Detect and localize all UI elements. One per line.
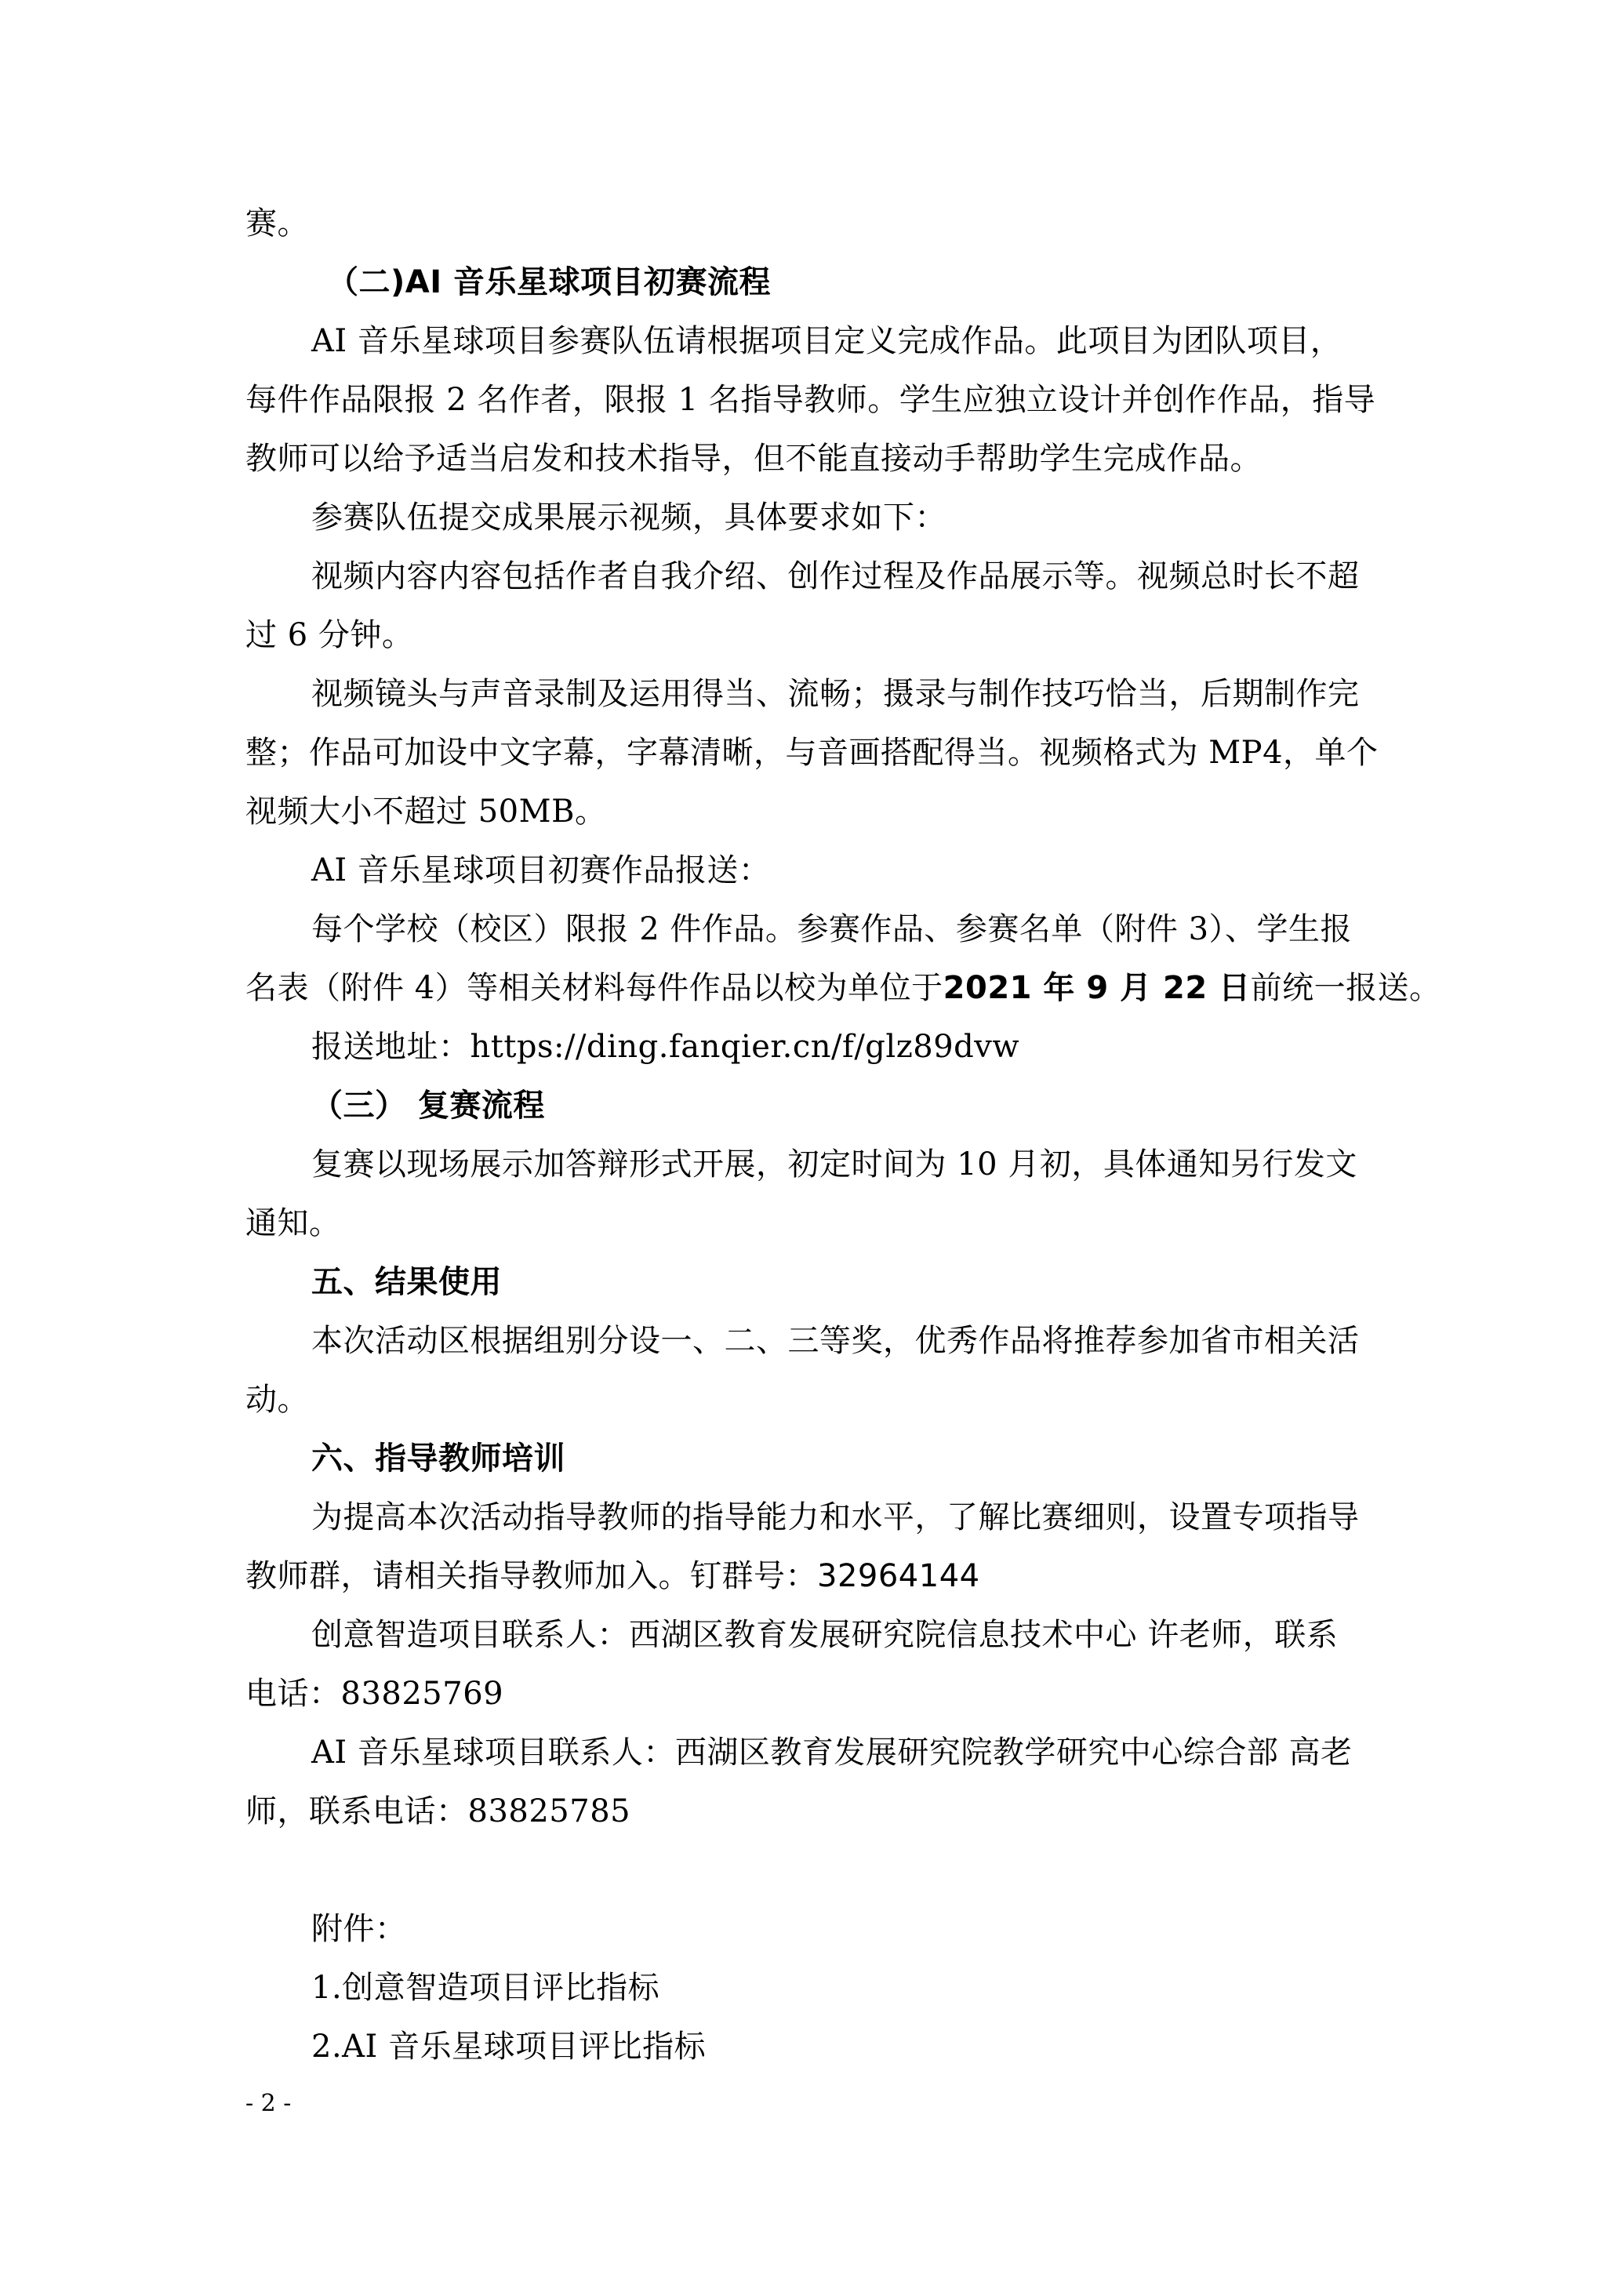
paragraph-line: 整；作品可加设中文字幕，字幕清晰，与音画搭配得当。视频格式为 MP4，单个 [245, 735, 1379, 771]
section-heading-training: 六、指导教师培训 [311, 1440, 565, 1477]
paragraph-line [245, 1553, 1382, 1600]
paragraph-line: 视频镜头与声音录制及运用得当、流畅；摄录与制作技巧恰当，后期制作完 [311, 676, 1360, 712]
paragraph-line: 视频大小不超过 50MB。 [245, 794, 607, 830]
attachment-item: 2.AI 音乐星球项目评比指标 [311, 2029, 707, 2065]
paragraph-line: 过 6 分钟。 [245, 617, 414, 653]
attachments-label: 附件： [311, 1911, 407, 1947]
section-heading-final: （三） 复赛流程 [311, 1088, 545, 1124]
paragraph-text: 前统一报送。 [1250, 970, 1441, 1006]
paragraph-line: 每个学校（校区）限报 2 件作品。参赛作品、参赛名单（附件 3）、学生报 [311, 911, 1353, 947]
submission-address: 报送地址：https://ding.fanqier.cn/f/glz89dvw [311, 1029, 1020, 1065]
paragraph-line: 教师可以给予适当启发和技术指导，但不能直接动手帮助学生完成作品。 [245, 441, 1262, 477]
paragraph-line: 师，联系电话：83825785 [245, 1793, 631, 1829]
paragraph-line: 创意智造项目联系人：西湖区教育发展研究院信息技术中心 许老师，联系 [311, 1617, 1339, 1653]
page-number: - 2 - [245, 2090, 292, 2117]
paragraph-line: 参赛队伍提交成果展示视频，具体要求如下： [311, 500, 946, 536]
paragraph-line: 每件作品限报 2 名作者，限报 1 名指导教师。学生应独立设计并创作作品，指导 [245, 382, 1376, 418]
paragraph-text: 教师群，请相关指导教师加入。钉群号： [245, 1558, 817, 1594]
attachment-item: 1.创意智造项目评比指标 [311, 1970, 660, 2006]
paragraph-line: 通知。 [245, 1205, 341, 1241]
paragraph-line: AI 音乐星球项目初赛作品报送： [311, 852, 771, 888]
paragraph-line: 赛。 [245, 205, 309, 242]
paragraph-line: 动。 [245, 1382, 309, 1418]
paragraph-line: AI 音乐星球项目联系人：西湖区教育发展研究院教学研究中心综合部 高老 [311, 1735, 1353, 1771]
section-heading-results: 五、结果使用 [311, 1264, 502, 1300]
paragraph-line: 本次活动区根据组别分设一、二、三等奖，优秀作品将推荐参加省市相关活 [311, 1323, 1360, 1359]
paragraph-line: 复赛以现场展示加答辩形式开展，初定时间为 10 月初，具体通知另行发文 [311, 1146, 1357, 1183]
paragraph-line [245, 965, 1441, 1012]
deadline-date: 2021 年 9 月 22 日 [943, 970, 1251, 1006]
paragraph-line: 视频内容内容包括作者自我介绍、创作过程及作品展示等。视频总时长不超 [311, 558, 1360, 594]
paragraph-text: 名表（附件 4）等相关材料每件作品以校为单位于 [245, 970, 943, 1006]
group-number: 32964144 [817, 1558, 980, 1594]
paragraph-line: AI 音乐星球项目参赛队伍请根据项目定义完成作品。此项目为团队项目， [311, 323, 1342, 359]
section-heading-ai-preliminary: （二)AI 音乐星球项目初赛流程 [327, 264, 772, 300]
paragraph-line: 为提高本次活动指导教师的指导能力和水平，了解比赛细则，设置专项指导 [311, 1499, 1360, 1535]
paragraph-line: 电话：83825769 [245, 1676, 504, 1712]
